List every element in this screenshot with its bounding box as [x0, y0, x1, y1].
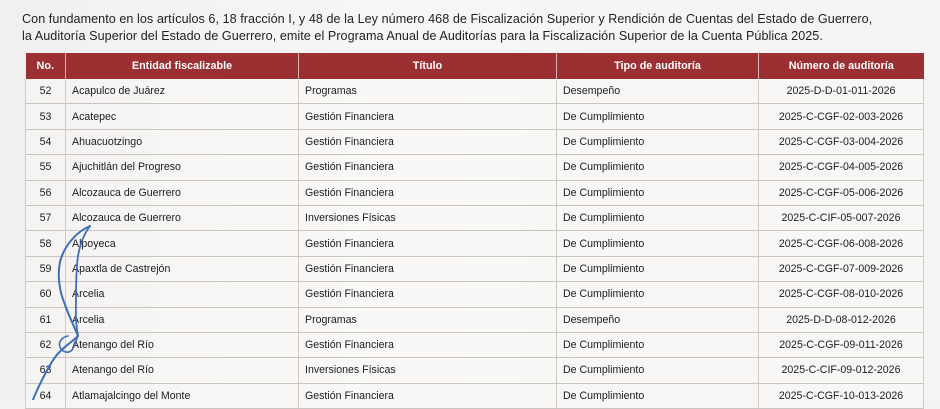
intro-line-1: Con fundamento en los artículos 6, 18 fracción I, y 48 de la Ley número 468 de Fiscalización Superior y Rendición de Cuentas del Estado de Guerrero, [22, 12, 873, 26]
cell-no: 57 [26, 205, 66, 230]
cell-entidad: Acatepec [66, 104, 299, 129]
audit-table-body [26, 79, 924, 409]
cell-numero: 2025-C-CGF-08-010-2026 [759, 282, 924, 307]
cell-no: 54 [26, 129, 66, 154]
cell-no: 63 [26, 358, 66, 383]
header-tipo: Tipo de auditoría [557, 53, 759, 79]
cell-tipo: De Cumplimiento [557, 256, 759, 281]
cell-no: 60 [26, 282, 66, 307]
table-row [26, 155, 924, 180]
cell-no: 61 [26, 307, 66, 332]
cell-tipo: De Cumplimiento [557, 155, 759, 180]
header-titulo: Título [299, 53, 557, 79]
cell-numero: 2025-C-CGF-04-005-2026 [759, 155, 924, 180]
table-row [26, 231, 924, 256]
cell-no: 62 [26, 332, 66, 357]
table-row [26, 307, 924, 332]
intro-paragraph [22, 11, 927, 45]
table-row [26, 79, 924, 104]
cell-numero: 2025-C-CGF-09-011-2026 [759, 332, 924, 357]
cell-tipo: De Cumplimiento [557, 332, 759, 357]
cell-no: 52 [26, 79, 66, 104]
cell-no: 53 [26, 104, 66, 129]
cell-titulo: Gestión Financiera [299, 155, 557, 180]
cell-entidad: Alcozauca de Guerrero [66, 205, 299, 230]
cell-titulo: Gestión Financiera [299, 383, 557, 408]
cell-entidad: Alpoyeca [66, 231, 299, 256]
cell-titulo: Programas [299, 307, 557, 332]
cell-tipo: De Cumplimiento [557, 383, 759, 408]
cell-tipo: De Cumplimiento [557, 104, 759, 129]
cell-titulo: Gestión Financiera [299, 282, 557, 307]
cell-numero: 2025-C-CGF-10-013-2026 [759, 383, 924, 408]
cell-entidad: Alcozauca de Guerrero [66, 180, 299, 205]
cell-entidad: Arcelia [66, 282, 299, 307]
cell-no: 59 [26, 256, 66, 281]
cell-tipo: Desempeño [557, 307, 759, 332]
cell-entidad: Atlamajalcingo del Monte [66, 383, 299, 408]
cell-no: 56 [26, 180, 66, 205]
cell-titulo: Gestión Financiera [299, 104, 557, 129]
cell-titulo: Gestión Financiera [299, 180, 557, 205]
cell-titulo: Inversiones Físicas [299, 205, 557, 230]
cell-titulo: Gestión Financiera [299, 332, 557, 357]
cell-no: 58 [26, 231, 66, 256]
table-row [26, 256, 924, 281]
cell-entidad: Acapulco de Juárez [66, 79, 299, 104]
cell-tipo: De Cumplimiento [557, 231, 759, 256]
cell-numero: 2025-C-CGF-06-008-2026 [759, 231, 924, 256]
table-row [26, 180, 924, 205]
cell-entidad: Atenango del Río [66, 332, 299, 357]
cell-tipo: De Cumplimiento [557, 282, 759, 307]
table-row [26, 129, 924, 154]
header-entidad: Entidad fiscalizable [66, 53, 299, 79]
cell-numero: 2025-C-CGF-05-006-2026 [759, 180, 924, 205]
cell-entidad: Apaxtla de Castrejón [66, 256, 299, 281]
cell-numero: 2025-D-D-01-011-2026 [759, 79, 924, 104]
cell-titulo: Gestión Financiera [299, 256, 557, 281]
cell-entidad: Arcelia [66, 307, 299, 332]
cell-tipo: De Cumplimiento [557, 358, 759, 383]
table-row [26, 104, 924, 129]
cell-tipo: De Cumplimiento [557, 180, 759, 205]
cell-tipo: Desempeño [557, 79, 759, 104]
cell-entidad: Atenango del Río [66, 358, 299, 383]
cell-no: 55 [26, 155, 66, 180]
header-row [26, 53, 924, 79]
cell-numero: 2025-C-CGF-02-003-2026 [759, 104, 924, 129]
header-numero: Número de auditoría [759, 53, 924, 79]
cell-numero: 2025-D-D-08-012-2026 [759, 307, 924, 332]
cell-no: 64 [26, 383, 66, 408]
cell-entidad: Ajuchitlán del Progreso [66, 155, 299, 180]
table-row [26, 383, 924, 408]
cell-titulo: Programas [299, 79, 557, 104]
table-row [26, 358, 924, 383]
cell-tipo: De Cumplimiento [557, 205, 759, 230]
cell-entidad: Ahuacuotzingo [66, 129, 299, 154]
cell-titulo: Inversiones Físicas [299, 358, 557, 383]
header-no: No. [26, 53, 66, 79]
table-row [26, 205, 924, 230]
intro-line-2: la Auditoría Superior del Estado de Guerrero, emite el Programa Anual de Auditorías para la Fiscalización Superior de la Cuenta Pública 2025. [22, 29, 823, 43]
table-row [26, 282, 924, 307]
audit-table [25, 53, 924, 409]
cell-numero: 2025-C-CIF-05-007-2026 [759, 205, 924, 230]
cell-tipo: De Cumplimiento [557, 129, 759, 154]
audit-table-header [26, 53, 924, 79]
cell-numero: 2025-C-CIF-09-012-2026 [759, 358, 924, 383]
cell-numero: 2025-C-CGF-07-009-2026 [759, 256, 924, 281]
cell-titulo: Gestión Financiera [299, 129, 557, 154]
cell-numero: 2025-C-CGF-03-004-2026 [759, 129, 924, 154]
table-row [26, 332, 924, 357]
cell-titulo: Gestión Financiera [299, 231, 557, 256]
